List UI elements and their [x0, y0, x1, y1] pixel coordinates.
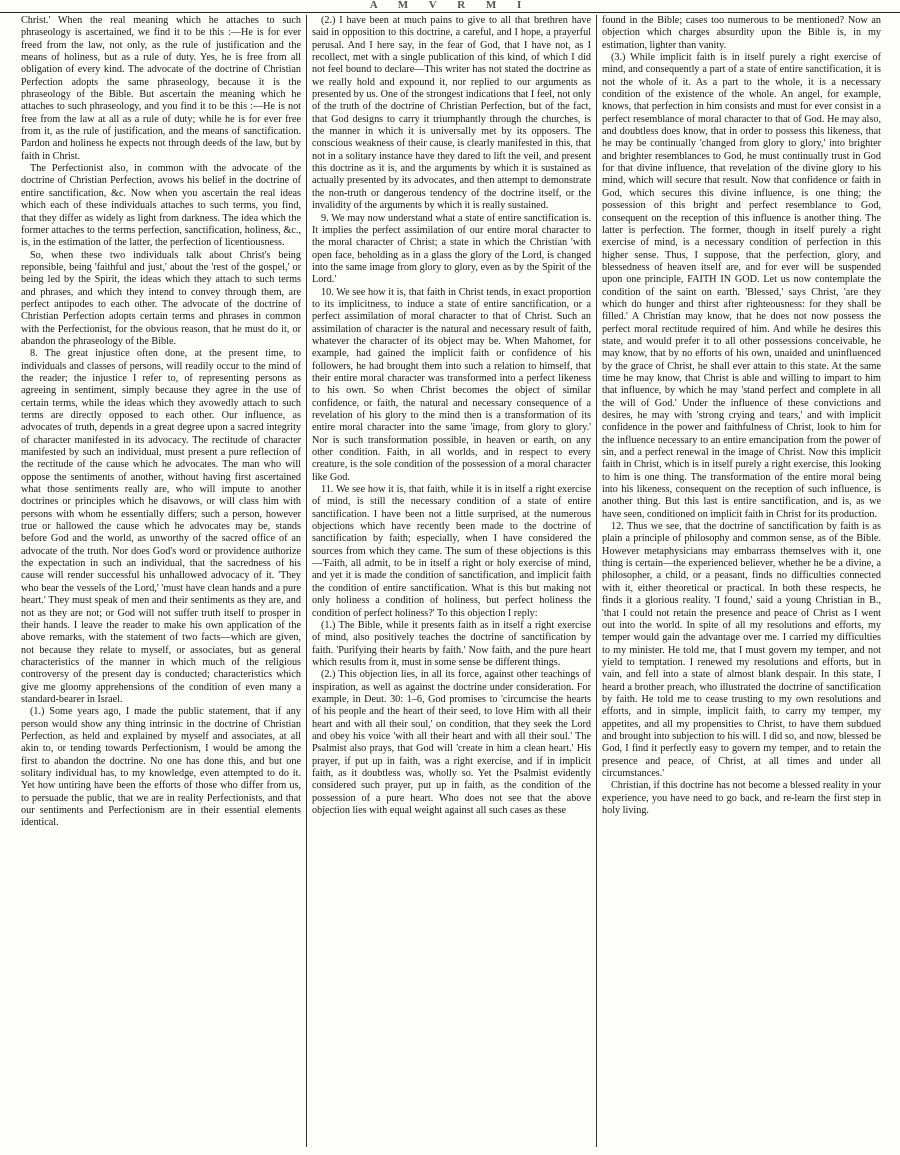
paragraph: 9. We may now understand what a state of entire sanctification is. It implies the perfect assimilation of our entire moral character to the moral character of Christ; a state in which the Christian 'with open face, beholding as in a glass the glory of the Lord, is changed into the same image from glory to glory, even as by the Spirit of the Lord.': [312, 212, 591, 286]
paragraph: 12. Thus we see, that the doctrine of sanctification by faith is as plain a principle of philosophy and common sense, as of the Bible. However metaphysicians may embarrass themselves with it, one thing is certain—the experienced believer, whether he be a divine, a philosopher, a child, or a peasant, finds no difficulties connected with it, either theoretical or practical. In both these respects, he finds it a glorious reality. 'I found,' said a young Christian in B., 'that I could not retain the presence and peace of Christ as I went out into the world. In spite of all my resolutions and efforts, my temper would gain the advantage over me. I carried my difficulties to my minister. He told me, that I must govern my temper, and not yield to temptation. I renewed my resolutions and efforts, but in vain, and fell into a state of almost blank despair. In this state, I heard a brother preach, who illustrated the doctrine of sanctification by faith. He told me to cease trusting to my own resolutions and efforts, and in simple, implicit faith, to carry my temper, my appetites, and all my propensities to Christ, to have them subdued and brought into subjection to his will. I did so, and now, blessed be God, I find it perfectly easy to govern my temper, and to retain the presence and peace, of Christ, at all times and under all circumstances.': [602, 521, 881, 779]
paragraph: Christian, if this doctrine has not become a blessed reality in your experience, you have need to go back, and re-learn the first step in holy living.: [602, 780, 881, 816]
column-middle: [306, 15, 596, 1147]
paragraph: 10. We see how it is, that faith in Christ tends, in exact proportion to its implicitness, to induce a state of entire sanctification, or a perfect assimilation of moral character to that of Christ. Such an assimilation of character is the natural and necessary result of faith, whatever the character of its object may be. When Mahomet, for example, had gained the implicit faith or confidence of his followers, he had brought them into such a relation to himself, that their entire moral character was transformed into a perfect likeness to his own. So when Christ becomes the object of similar confidence, or faith, the natural and necessary consequence of a revelation of his glory to the mind then is a transformation of its entire moral character into the same 'image, from glory to glory.' Nor is such transformation possible, in heaven or earth, on any other condition. Faith, in all worlds, and in respect to every creature, is the sole condition of the possession of a moral character like God.: [312, 286, 591, 483]
paragraph: (1.) Some years ago, I made the public statement, that if any person would show any thing intrinsic in the doctrine of Christian Perfection, as held and explained by myself and associates, at all akin to, or tending towards Perfectionism, I would be among the first to abandon the doctrine. No one has done this, and but one solitary individual has, to my knowledge, even attempted to do it. Yet how untiring have been the efforts of those who differ from us, to persuade the public, that we are in reality Perfectionists, and that our sentiments and Perfectionism are in their essential elements identical.: [21, 706, 301, 829]
paragraph: So, when these two individuals talk about Christ's being reponsible, being 'faithful and just,' about the 'rest of the gospel,' or being led by the Spirit, the ideas which they attach to such terms and phrases, and which they intend to convey through them, are perfect antipodes to each other. The advocate of the doctrine of Christian Perfection adopts certain terms and phrases in common with the Perfectionist, for the obvious reason, that he must do it, or abandon the phraseology of the Bible.: [21, 249, 301, 347]
paragraph: (1.) The Bible, while it presents faith as in itself a right exercise of mind, also positively teaches the doctrine of sanctification by faith. 'Purifying their hearts by faith.' Now faith, and the pure heart which results from it, must in some sense be different things.: [312, 619, 591, 668]
paragraph: Christ.' When the real meaning which he attaches to such phraseology is ascertained, we find it to be this :—He is for ever freed from the law, not only, as the rule of justification and the means of holiness, but as a rule of duty. Yes, he is free from all obligation of every kind. The advocate of the doctrine of Christian Perfection adopts the same phraseology, because it is the phraseology of the Bible. But ascertain the meaning which he attaches to such phraseology, and you find it to be this :—He is not free from the law at all as a rule of duty; while he is for ever free from it, as the rule of justification, and the means of sanctification. Pardon and holiness he expects not through deeds of the law, but by faith in Christ.: [21, 15, 301, 162]
paragraph: (3.) While implicit faith is in itself purely a right exercise of mind, and consequently a part of a state of entire sanctification, it is not the whole of it. As a part to the whole, it is a necessary condition of the existence of the whole. An angel, for example, knows, that perfection in him consists and must for ever consist in a perfect resemblance of moral character to that of God. He may also, and doubtless does know, that in order to possess this likeness, that he may be continually 'changed from glory to glory,' into brighter and brighter resemblances to God, he must continually trust in God for that divine influence, that revelation of the divine glory to his mind, which will secure that result. Now that confidence or faith in God, which secures this divine influence, is one thing; the possession of this bright and perfect resemblance to God, consequent on the reception of this influence is another thing. The latter is perfection. The former, though in itself purely a right exercise of mind, is a necessary condition of perfection in this higher sense. Thus, I suppose, that the perfection, glory, and blessedness of heaven itself are, and for ever will be suspended upon one principle, FAITH IN GOD. Let us now contemplate the condition of the saint on earth. 'Blessed,' says Christ, 'are they which do hunger and thirst after righteousness: for they shall be filled.' A Christian may know, that he does not now possess the perfect moral rectitude required of him. And while he desires this state, and would prefer it to all other possessions conceivable, he may know, that by no efforts of his own, unaided and uninfluenced by the grace of Christ, he shall ever attain to this state. At the same time he may know, that Christ is able and willing to impart to him that influence, by which he may 'stand perfect and complete in all the will of God.' Under the influence of these convictions and desires, he may with 'strong crying and tears,' and with implicit confidence in the power and faithfulness of Christ, look to him for the influence necessary to an entire emancipation from the power of sin, and a perfect renewal in the image of Christ. Now this implicit faith in Christ, which is in itself purely a right exercise, this looking to him is one thing. The transformation of the entire moral being into his likeness, consequent on the reception of such influence, is another thing. But this last is entire sanctification, and is, as we have seen, conditioned on implicit faith in Christ for its production.: [602, 52, 881, 520]
paragraph: 11. We see how it is, that faith, while it is in itself a right exercise of mind, is still the necessary condition of a state of entire sanctification. I have been not a little surprised, at the numerous objections which have recently been made to the doctrine of sanctification by faith; especially, when I have considered the sources from which they came. The sum of these objections is this—'Faith, all admit, to be in itself a right or holy exercise of mind, and yet it is made the condition of sanctification, and implicit faith the condition of entire sanctification. What is this but making not only holiness a condition of holiness, but perfect holiness the condition of perfect holiness?' To this objection I reply:: [312, 484, 591, 619]
paragraph: 8. The great injustice often done, at the present time, to individuals and classes of persons, will readily occur to the mind of the reader; the injustice I refer to, of representing persons as agreeing in sentiment, simply because they agree in the use of certain terms, while the ideas which they avowedly attach to such terms are directly opposed to each other. Our influence, as advocates of truth, depends in a great degree upon a sacred integrity of character manifested in its advocacy. The rectitude of character manifested by such an individual, must present a pure reflection of the rectitude of the cause which he advocates. The man who will oppose the sentiments of another, without having first ascertained what those sentiments really are, who will impute to another doctrines or principles which he disavows, or will class him with persons with whom he essentially differs; such a person, however true or hallowed the cause which he advocates may be, stands before God and the world, as unworthy of the sacred office of an advocate of the truth. Nor does God's word or providence authorize the expectation in such an individual, that the sacredness of his cause will render successful his unhallowed advocacy of it. 'They who bear the vessels of the Lord,' 'must have clean hands and a pure heart.' They must speak of men and their sentiments as they are, and not as they are not; or God will not suffer truth itself to prosper in their hands. I leave the reader to make his own application of the above remarks, with the statement of two facts—which are given, not because they relate to myself, or associates, but as general characteristics of the manner in which much of the religious controversy of the present day is conducted; characteristics which give me gloomy apprehensions of the condition of even many a standard-bearer in Israel.: [21, 348, 301, 705]
column-left: [16, 15, 306, 1147]
paragraph: (2.) I have been at much pains to give to all that brethren have said in opposition to this doctrine, a careful, and I hope, a prayerful perusal. And I here say, in the fear of God, that I have not, as I recollect, met with a single publication of this kind, of which I did not feel bound to declare—This writer has not stated the doctrine as we really hold and expound it, nor replied to our arguments as presented by us. One of the strongest indications that I feel, not only of the truth of the doctrine of Christian Perfection, but of the fact, that God designs to carry it triumphantly through the churches, is the manner in which it is universally met by its opposers. The conscious weakness of their cause, is clearly manifested in this, that not in a solitary instance have they dared to lift the veil, and present this doctrine as it is, and the arguments by which it is sustained as actually presented by its advocates, and then attempt to demonstrate the non-truth or dangerous tendency of the doctrine itself, or the invalidity of the arguments by which it is really sustained.: [312, 15, 591, 212]
paragraph: The Perfectionist also, in common with the advocate of the doctrine of Christian Perfection, avows his belief in the doctrine of entire sanctification, &c. Now when you ascertain the real ideas which each of these individuals attaches to such terms, you find, that they differ as widely as light from darkness. The idea which the former attaches to the terms perfection, sanctification, holiness, &c., is, in the estimation of the latter, the perfection of licentiousness.: [21, 163, 301, 249]
running-header: A M V R M I: [0, 0, 900, 13]
column-right: [596, 15, 886, 1147]
paragraph: (2.) This objection lies, in all its force, against other teachings of inspiration, as well as against the doctrine under consideration. For example, in Deut. 30: 1–6, God promises to 'circumcise the hearts of his people and the heart of their seed, to love Him with all their heart and with all their soul,' on condition, that they seek the Lord and obey his voice 'with all their heart and with all their soul.' The Psalmist also prays, that God will 'create in him a clean heart.' His prayer, if put up in faith, was a right exercise, and if in implicit faith, as it doubtless was, wholly so. Yet the Psalmist evidently considered such prayer, put up in faith, as the condition of the possession of a pure heart. Who does not see that the above objection lies with equal weight against all such cases as these: [312, 669, 591, 816]
paragraph: found in the Bible; cases too numerous to be mentioned? Now an objection which charges absurdity upon the Bible is, in my estimation, lighter than vanity.: [602, 15, 881, 51]
text-columns: [16, 15, 886, 1147]
